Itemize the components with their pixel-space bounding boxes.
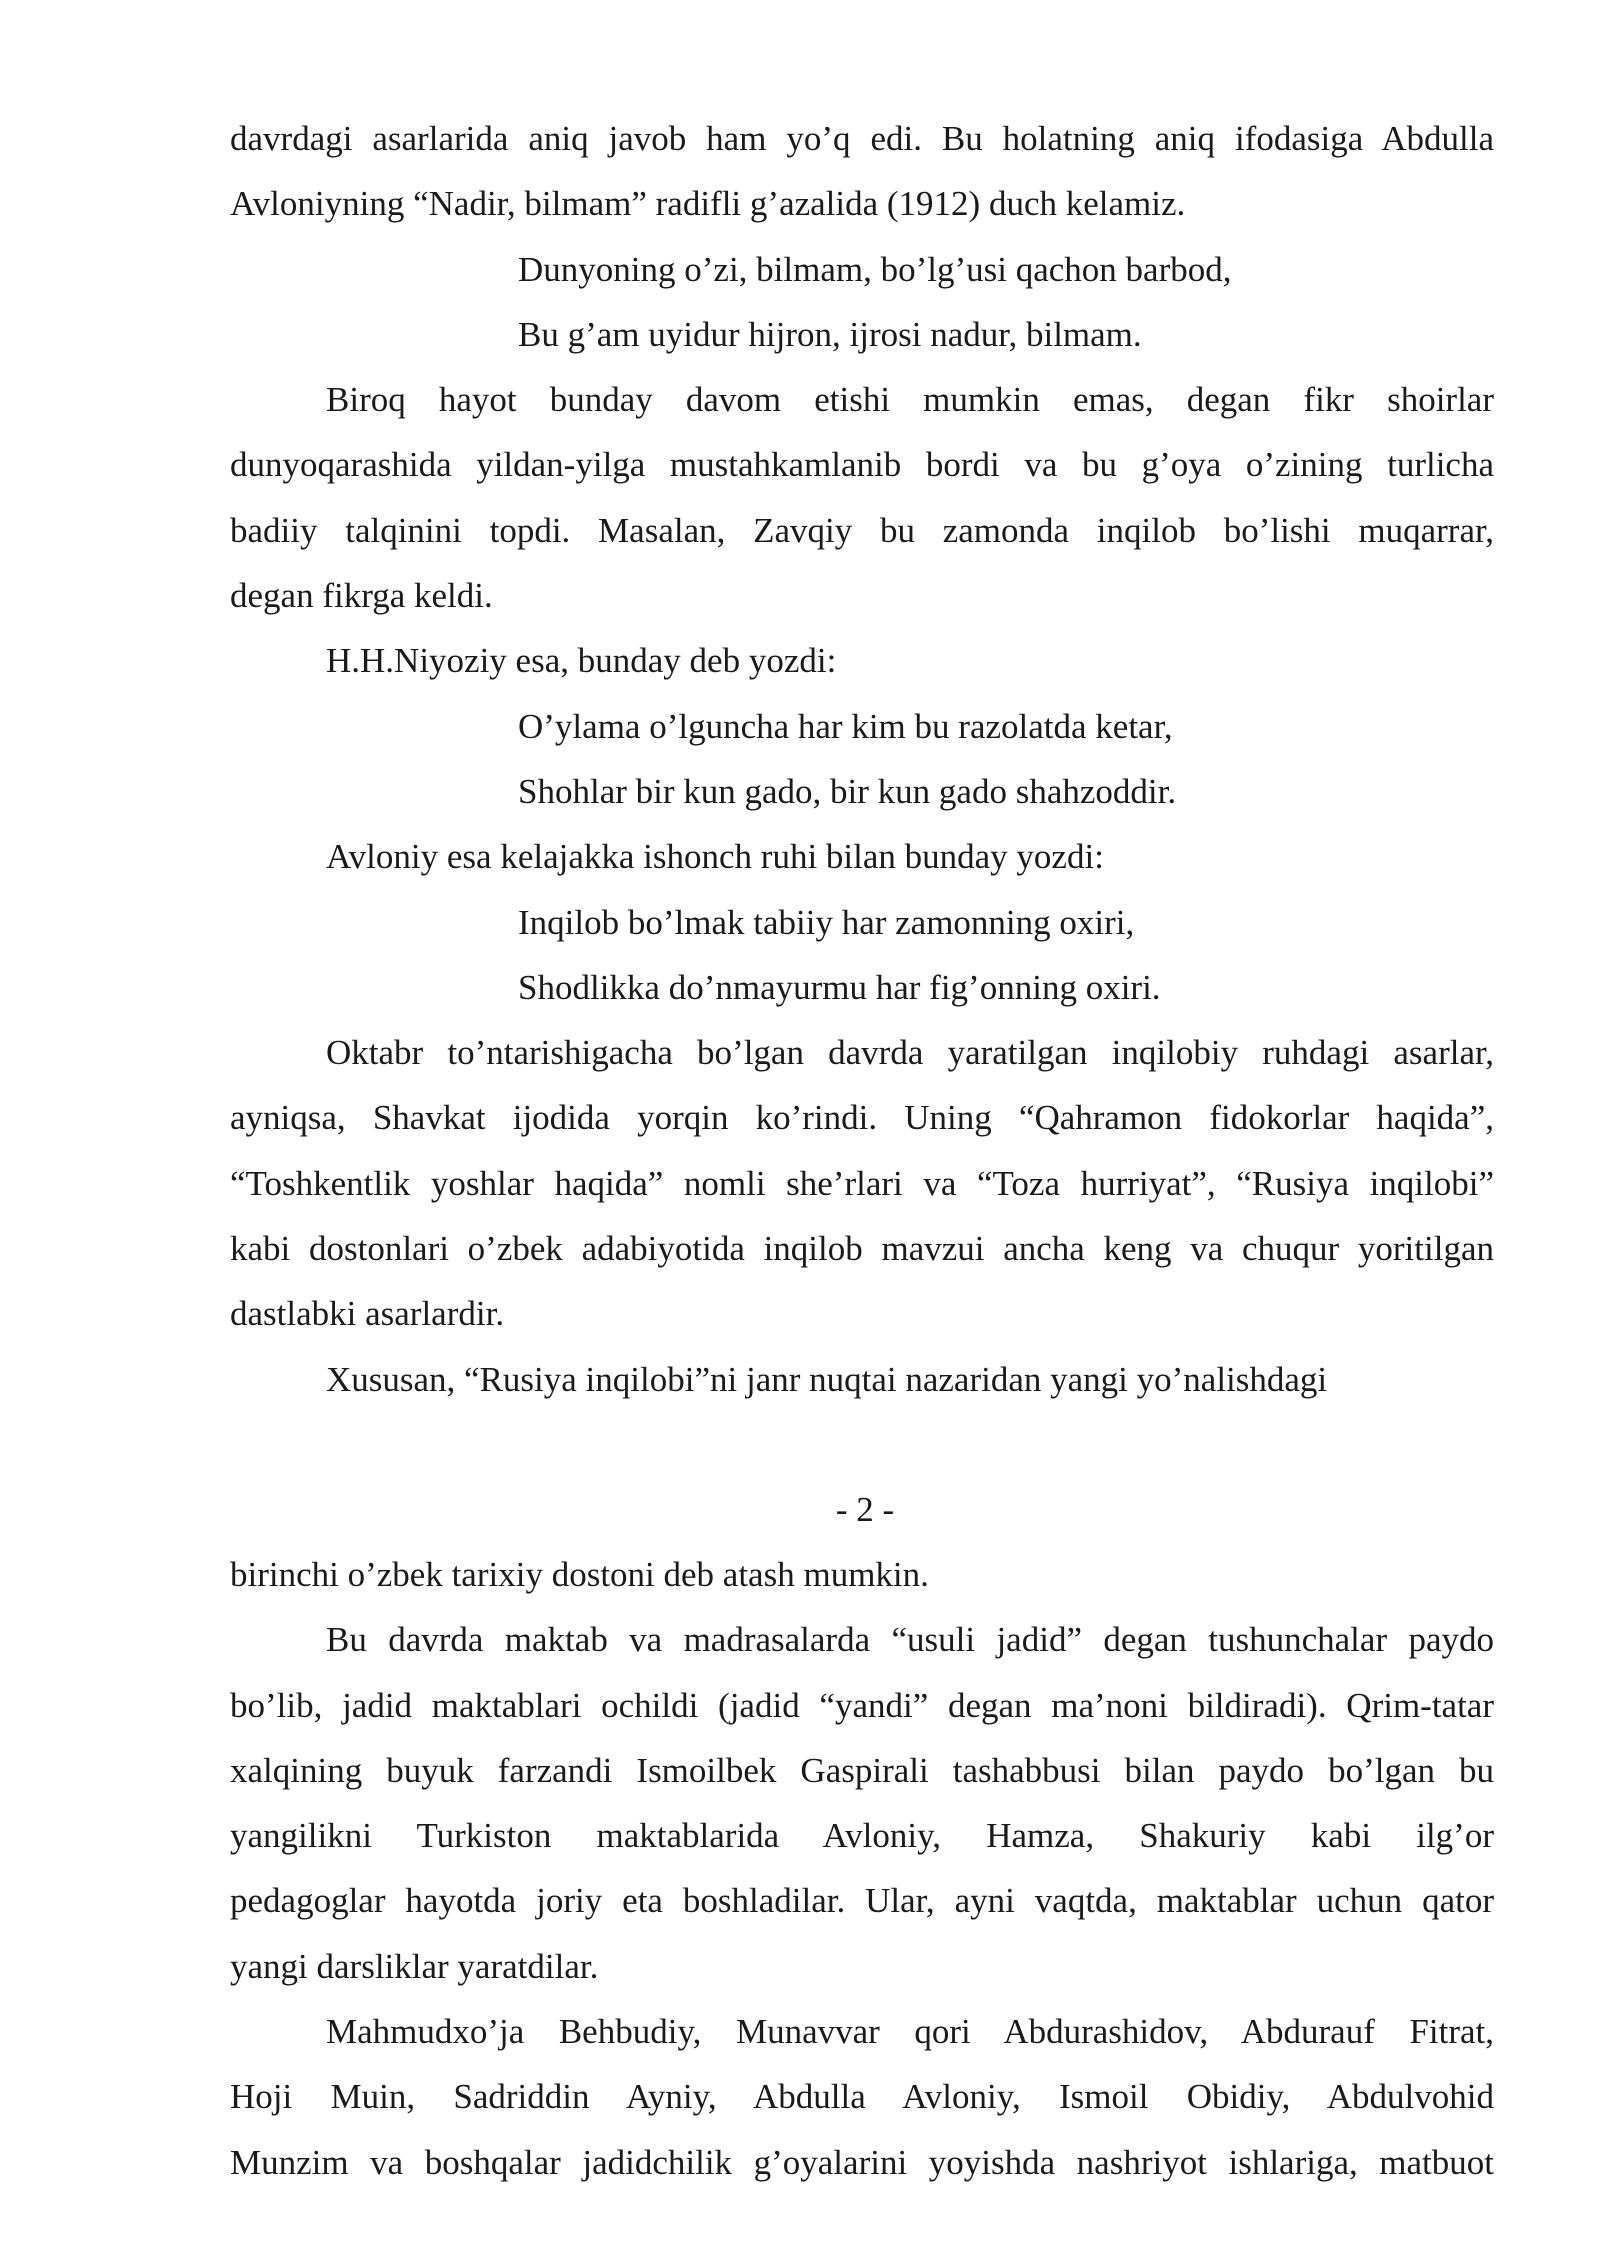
text-line: yangilikni Turkiston maktablarida Avloniy, Hamza, Shakuriy kabi ilg’or bbox=[230, 1816, 1494, 1856]
text-line: Xususan, “Rusiya inqilobi”ni janr nuqtai nazaridan yangi yo’nalishdagi bbox=[326, 1359, 1328, 1399]
verse-line: Dunyoning o’zi, bilmam, bo’lg’usi qachon barbod, bbox=[518, 249, 1232, 289]
text-line: Hoji Muin, Sadriddin Ayniy, Abdulla Avloniy, Ismoil Obidiy, Abdulvohid bbox=[230, 2077, 1494, 2117]
text-line: degan fikrga keldi. bbox=[230, 576, 493, 616]
text-line: xalqining buyuk farzandi Ismoilbek Gaspirali tashabbusi bilan paydo bo’lgan bu bbox=[230, 1750, 1494, 1790]
verse-line: Shohlar bir kun gado, bir kun gado shahzoddir. bbox=[518, 771, 1177, 811]
text-line: dastlabki asarlardir. bbox=[230, 1294, 505, 1334]
text-line: dunyoqarashida yildan-yilga mustahkamlanib bordi va bu g’oya o’zining turlicha bbox=[230, 445, 1494, 485]
page-bottom-text bbox=[230, 1542, 1494, 2195]
text-line: Bu davrda maktab va madrasalarda “usuli jadid” degan tushunchalar paydo bbox=[326, 1620, 1494, 1660]
text-line: Mahmudxo’ja Behbudiy, Munavvar qori Abdurashidov, Abdurauf Fitrat, bbox=[326, 2012, 1494, 2052]
text-line: bo’lib, jadid maktablari ochildi (jadid “yandi” degan ma’noni bildiradi). Qrim-tatar bbox=[230, 1685, 1494, 1725]
text-line: kabi dostonlari o’zbek adabiyotida inqilob mavzui ancha keng va chuqur yoritilgan bbox=[230, 1229, 1494, 1269]
text-line: Avloniyning “Nadir, bilmam” radifli g’azalida (1912) duch kelamiz. bbox=[230, 184, 1186, 224]
text-line: badiiy talqinini topdi. Masalan, Zavqiy bu zamonda inqilob bo’lishi muqarrar, bbox=[230, 510, 1494, 550]
verse-line: Inqilob bo’lmak tabiiy har zamonning oxiri, bbox=[518, 902, 1135, 942]
text-line: Biroq hayot bunday davom etishi mumkin emas, degan fikr shoirlar bbox=[326, 380, 1494, 420]
verse-line: Bu g’am uyidur hijron, ijrosi nadur, bilmam. bbox=[518, 314, 1142, 354]
text-line: H.H.Niyoziy esa, bunday deb yozdi: bbox=[326, 641, 837, 681]
text-line: ayniqsa, Shavkat ijodida yorqin ko’rindi. Uning “Qahramon fidokorlar haqida”, bbox=[230, 1098, 1494, 1138]
text-line: Munzim va boshqalar jadidchilik g’oyalarini yoyishda nashriyot ishlariga, matbuot bbox=[230, 2142, 1494, 2182]
text-line: davrdagi asarlarida aniq javob ham yo’q edi. Bu holatning aniq ifodasiga Abdulla bbox=[230, 119, 1494, 158]
text-line: “Toshkentlik yoshlar haqida” nomli she’rlari va “Toza hurriyat”, “Rusiya inqilobi” bbox=[230, 1163, 1494, 1203]
text-line: yangi darsliklar yaratdilar. bbox=[230, 1946, 599, 1986]
text-line: Oktabr to’ntarishigacha bo’lgan davrda yaratilgan inqilobiy ruhdagi asarlar, bbox=[326, 1033, 1494, 1073]
text-line: birinchi o’zbek tarixiy dostoni deb atash mumkin. bbox=[230, 1555, 929, 1594]
text-line: pedagoglar hayotda joriy eta boshladilar. Ular, ayni vaqtda, maktablar uchun qator bbox=[230, 1881, 1494, 1921]
text-line: Avloniy esa kelajakka ishonch ruhi bilan bunday yozdi: bbox=[326, 837, 1104, 877]
verse-line: O’ylama o’lguncha har kim bu razolatda ketar, bbox=[518, 706, 1173, 746]
page-top-text bbox=[230, 106, 1494, 1412]
verse-line: Shodlikka do’nmayurmu har fig’onning oxiri. bbox=[518, 967, 1161, 1007]
page-number: - 2 - bbox=[835, 1490, 895, 1529]
